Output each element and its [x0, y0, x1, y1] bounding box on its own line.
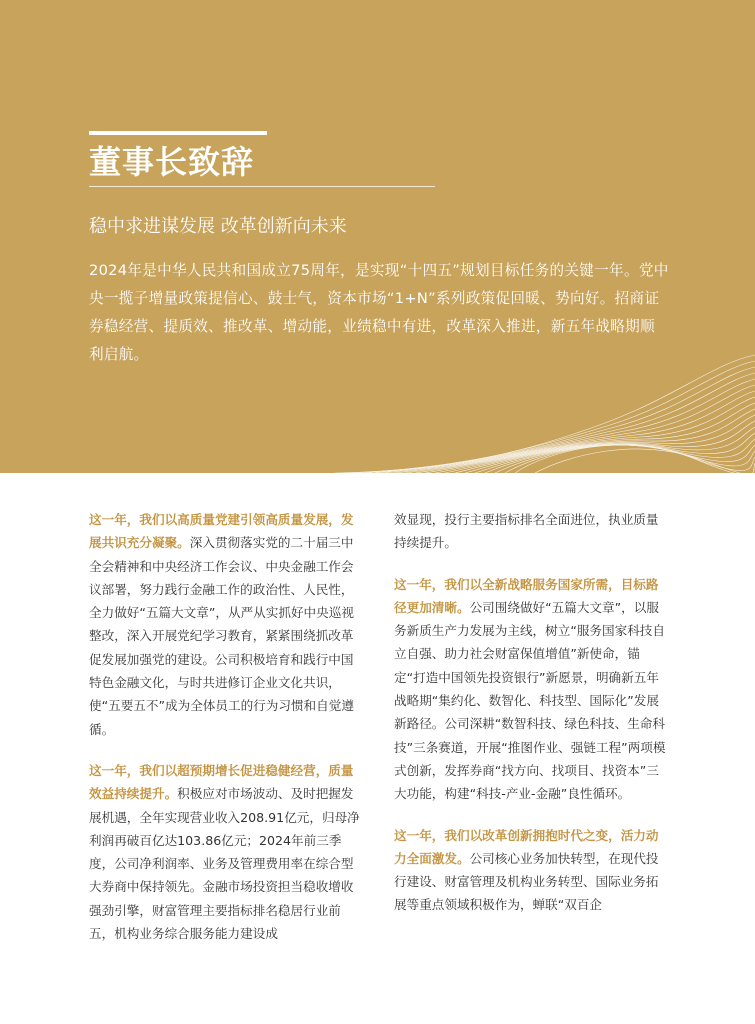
paragraph-highlight: 这一年，我们以超预期增长促进稳健经营，质量效益持续提升。 [89, 762, 354, 802]
title-accent-bar [89, 131, 267, 135]
paragraph-body: 公司核心业务加快转型，在现代投行建设、财富管理及机构业务转型、国际业务拓展等重点领域积极作为，蝉联“双百企 [394, 850, 659, 913]
intro-paragraph: 2024年是中华人民共和国成立75周年，是实现“十四五”规划目标任务的关键一年。党中央一揽子增量政策提信心、鼓士气，资本市场“1+N”系列政策促回暖、势向好。招商证券稳经营、提质效、推改革、增动能，业绩稳中有进，改革深入推进，新五年战略期顺利启航。 [89, 262, 669, 363]
decorative-wave-lines [335, 353, 755, 473]
paragraph-highlight: 这一年，我们以全新战略服务国家所需，目标路径更加清晰。 [394, 576, 659, 615]
paragraph-party-building [89, 508, 364, 741]
page-subtitle: 稳中求进谋发展 改革创新向未来 [89, 216, 347, 237]
hero-banner [0, 0, 755, 473]
paragraph-continued [394, 508, 669, 555]
left-column [89, 508, 364, 963]
paragraph-highlight: 这一年，我们以改革创新拥抱时代之变，活力动力全面激发。 [394, 827, 659, 866]
page-title: 董事长致辞 [89, 143, 255, 181]
title-divider [89, 186, 435, 187]
paragraph-reform [394, 824, 669, 917]
right-column [394, 508, 669, 935]
paragraph-strategy [394, 573, 669, 806]
paragraph-highlight: 这一年，我们以高质量党建引领高质量发展，发展共识充分凝聚。 [89, 512, 354, 551]
paragraph-body: 积极应对市场波动、及时把握发展机遇，全年实现营业收入208.91亿元，归母净利润再破百亿达103.86亿元；2024年前三季度，公司净利润率、业务及管理费用率在综合型大券商中保持领先。金融市场投资担当稳收增收强劲引擎，财富管理主要指标排名稳居行业前五，机构业务综合服务能力建设成 [89, 786, 360, 942]
paragraph-operations [89, 759, 364, 945]
paragraph-body: 公司围绕做好“五篇大文章”，以服务新质生产力发展为主线，树立“服务国家科技自立自强、助力社会财富保值增值”新使命，锚定“打造中国领先投资银行”新愿景，明确新五年战略期“集约化、数智化、科技型、国际化”发展新路径。公司深耕“数智科技、绿色科技、生命科技”三条赛道，开展“推图作业、强链工程”两项模式创新，发挥券商“找方向、找项目、找资本”三大功能，构建“科技-产业-金融”良性循环。 [394, 599, 666, 802]
paragraph-body: 效显现，投行主要指标排名全面进位，执业质量持续提升。 [394, 512, 659, 551]
paragraph-body: 深入贯彻落实党的二十届三中全会精神和中央经济工作会议、中央金融工作会议部署，努力践行金融工作的政治性、人民性，全力做好“五篇大文章”，从严从实抓好中央巡视整改，深入开展党纪学习教育，紧紧围绕抓改革促发展加强党的建设。公司积极培育和践行中国特色金融文化，与时共进修订企业文化共识，使“五要五不”成为全体员工的行为习惯和自觉遵循。 [89, 535, 354, 737]
